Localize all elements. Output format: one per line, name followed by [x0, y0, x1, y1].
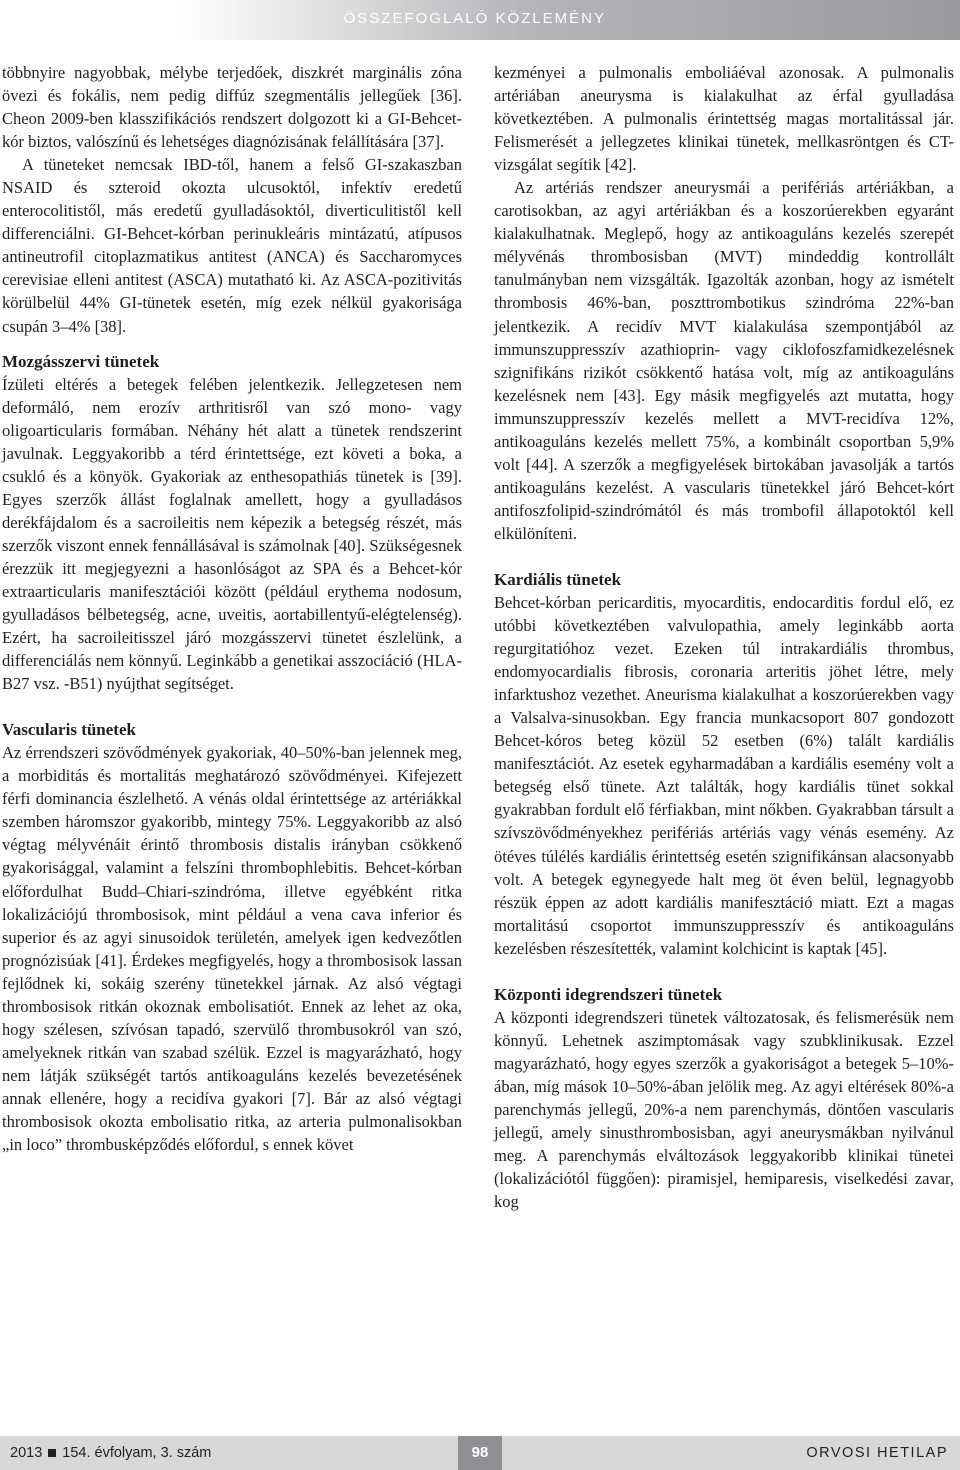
paragraph: kezményei a pulmonalis emboliáéval azonosak. A pulmonalis artériában aneurysma is kialakulhat az érfal gyulladása következtében. A pulmonalis érintettség magas mortalitással jár. Felismerését a jellegzetes klinikai tünetek, mellkasröntgen és CT-vizsgálat segítik [42]. [494, 63, 954, 175]
section-heading-mozgasszervi: Mozgásszervi tünetek [2, 351, 160, 371]
paragraph: Ízületi eltérés a betegek felében jelentkezik. Jellegzetesen nem deformáló, nem erozív arthritisről van szó mono- vagy oligoarticularis formában. Néhány hét alatt a tünetek rendszerint javulnak. Leggyakoribb a térd érintettsége, ezt követi a boka, a csukló és a könyök. Gyakoriak az enthesopathiás tünetek is [39]. Egyes szerzők állást foglalnak amellett, hogy a gyulladásos derékfájdalom és a sacroileitis nem képezik a betegség részét, más szerzők viszont ennek fennállásával is számolnak [40]. Szükségesnek érezzük itt megjegyezni a hasonlóságot az SPA és a Behcet-kór extraarticularis manifesztációi között (például erythema nodosum, gyulladásos bélbetegség, acne, uveitis, aortabillentyű-elégtelenség). Ezért, ha sacroileitisszel járó mozgásszervi tünetet észlelünk, a differenciálás nem könnyű. Leginkább a genetikai asszociáció (HLA-B27 vsz. -B51) nyújthat segítséget. [2, 374, 462, 694]
paragraph: többnyire nagyobbak, mélybe terjedőek, diszkrét marginális zóna övezi és fokális, nem pedig diffúz szegmentális jellegűek [36]. Cheon 2009-ben klasszifikációs rendszert dolgozott ki a GI-Behcet-kór biztos, valószínű és lehetséges diagnózisának felállítására [37]. [2, 63, 462, 152]
section-heading-kardialis: Kardiális tünetek [494, 569, 622, 589]
paragraph: A központi idegrendszeri tünetek változatosak, és felismerésük nem könnyű. Lehetnek aszimptomásak vagy szubklinikusak. Ezzel magyarázható, hogy egyes szerzők a gyakoriságot a betegek 5–10%-ában, míg mások 10–50%-ában jelölik meg. Az agyi eltérések 80%-a parenchymás jellegű, 20%-a nem parenchymás, döntően vascularis jellegű, amely sinusthrombosisban, agyi aneurysmákban nyilvánul meg. A parenchymás elváltozások leggyakoribb klinikai tünetei (lokalizációtól függően): piramisjel, hemiparesis, viselkedési zavar, kog [494, 1007, 954, 1212]
footer-year: 2013 [10, 1445, 43, 1461]
page-number: 98 [458, 1436, 502, 1470]
footer-separator-square [48, 1449, 56, 1457]
footer-citation [10, 1445, 211, 1461]
paragraph: Az artériás rendszer aneurysmái a perifériás artériákban, a carotisokban, az agyi artériákban és a koszorúerekben egyaránt kialakulhatnak. Meglepő, hogy az antikoaguláns kezelés szerepét mélyvénás thrombosisban (MVT) mindeddig kontrollált tanulmányban nem vizsgálták. Igazolták azonban, hogy az ismételt thrombosis 46%-ban, poszttrombotikus szindróma 22%-ban jelentkezik. A recidív MVT kialakulása szempontjából az immunszuppresszív azathioprin- vagy ciklofoszfamidkezelésnek szignifikáns rizikót csökkentő hatása volt, míg az antikoaguláns kezelésnek nem [43]. Egy másik megfigyelés azt mutatta, hogy immunszuppresszív kezelés mellett a MVT-recidíva 12%, antikoaguláns kezelés mellett 75%, a kombinált csoportban 5,9% volt [44]. A szerzők a megfigyelések birtokában javasolják a tartós antikoaguláns kezelést. A vascularis tünetekkel járó Behcet-kórt antifoszfolipid-szindrómától és más trombofil állapotoktól kell elkülöníteni. [494, 178, 954, 543]
paragraph: Az érrendszeri szövődmények gyakoriak, 40–50%-ban jelennek meg, a morbiditás és mortalitás meghatározó szövődményei. Kifejezett férfi dominancia észlelhető. A vénás oldal érintettsége az artériákkal szemben háromszor gyakoribb, mintegy 75%. Leggyakoribb az alsó végtag mélyvénáit érintő thrombosis distalis irányban csökkenő gyakorisággal, valamint a felszíni thrombophlebitis. Behcet-kórban előfordulhat Budd–Chiari-szindróma, illetve egyébként ritka lokalizációjú thrombosisok, mint például a vena cava inferior és superior és az agyi sinusoidok területén, amelyek igen kedvezőtlen prognózisúak [41]. Érdekes megfigyelés, hogy a thrombosisok lassan fejlődnek ki, sokáig szerény tünetekkel járnak. Az alsó végtagi thrombosisok ritkán okoznak embolisatiót. Ennek az lehet az oka, hogy szélesen, szívósan tapadó, szervülő thrombusokról van szó, amelyeknek ritkán van szabad szélük. Ezzel is magyarázható, hogy nem látják szükségét tartós antikoaguláns kezelés bevezetésének annak ellenére, hogy a recidíva gyakori [7]. Bár az alsó végtagi thrombosisok okozta embolisatio ritka, az arteria pulmonalisokban „in loco” thrombusképződés előfordul, s ennek követ [2, 743, 462, 1155]
paragraph: A tüneteket nemcsak IBD-től, hanem a felső GI-szakaszban NSAID és szteroid okozta ulcusoktól, infektív eredetű enterocolitistől, más eredetű gyulladásoktól, diverticulitistől kell differenciálni. GI-Behcet-kórban perinukleáris mintázatú, atípusos antineutrofil citoplazmatikus antitest (ANCA) és Saccharomyces cerevisiae elleni antitest (ASCA) mutatható ki. Az ASCA-pozitivitás körülbelül 44% GI-tünetek esetén, míg ezek nélkül gyakorisága csupán 3–4% [38]. [2, 155, 462, 336]
right-column [494, 61, 954, 1213]
section-label: ÖSSZEFOGLALÓ KÖZLEMÉNY [343, 10, 606, 27]
footer-issue: 154. évfolyam, 3. szám [62, 1445, 212, 1461]
left-column [2, 61, 462, 1156]
section-heading-vascularis: Vascularis tünetek [2, 720, 136, 740]
paragraph: Behcet-kórban pericarditis, myocarditis, endocarditis fordul elő, ez utóbbi következtében valvulopathia, amely leginkább aorta regurgitatióhoz vezet. Ezeken túl intrakardiális thrombus, endomyocardialis fibrosis, coronaria arteritis jöhet létre, mely infarktushoz vezethet. Aneurisma kialakulhat a koszorúerekben vagy a Valsalva-sinusokban. Egy francia munkacsoport 807 gondozott Behcet-kóros beteg közül 52 esetben (6%) talált kardiális manifesztációt. Az esetek egyharmadában a kardiális esemény volt a betegség első tünete. Azt találták, hogy kardiális tünet sokkal gyakrabban fordult elő férfiakban, mint nőkben. Gyakrabban társult a szívszövődményekhez perifériás artériás vagy vénás esemény. Az ötéves túlélés kardiális érintettség esetén szignifikánsan alacsonyabb volt. A betegek egynegyede halt meg öt éven belül, legnagyobb részük éppen az adott kardiális manifesztáció miatt. Ezt a magas mortalitású csoportot immunszuppresszív és antikoaguláns kezelésben részesítették, valamint kolchicint is kaptak [45]. [494, 592, 954, 958]
header-band [0, 0, 960, 40]
section-heading-kozponti: Központi idegrendszeri tünetek [494, 984, 723, 1004]
journal-name: ORVOSI HETILAP [806, 1445, 948, 1461]
